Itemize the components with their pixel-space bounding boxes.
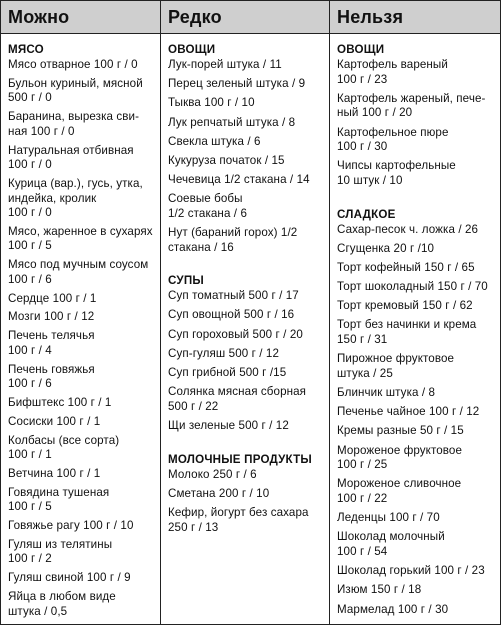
food-item [168,385,325,414]
food-item-line: 100 г / 4 [8,343,52,357]
food-item-line: Сердце 100 г / 1 [8,291,97,305]
food-item [337,318,496,347]
food-item [337,126,496,155]
food-item-line: 250 г / 13 [168,520,219,534]
food-item [8,396,156,411]
food-item-line: Мясо, жаренное в сухарях [8,224,153,238]
food-item-line: Картофель жареный, пече- [337,91,486,105]
food-item [337,386,496,401]
food-item-line: Колбасы (все сорта) [8,433,120,447]
food-item-line: Печенье чайное 100 г / 12 [337,405,480,419]
section-title: СЛАДКОЕ [337,207,396,221]
food-item [337,261,496,276]
food-item-line: Молоко 250 г / 6 [168,467,257,481]
food-item-line: стакана / 16 [168,240,234,254]
food-item [8,363,156,392]
food-item [168,366,325,381]
food-item-line: 100 г / 22 [337,491,388,505]
food-item [8,538,156,567]
food-item-line: Сгущенка 20 г /10 [337,241,435,255]
food-item [337,583,496,598]
header-allowed: Можно [8,7,70,27]
food-item [337,58,496,87]
food-item-line: 150 г / 31 [337,333,388,347]
food-item [168,226,325,255]
food-item-line: Картофель вареный [337,58,448,71]
food-item-line: Яйца в любом виде [8,589,116,603]
food-item-line: Гуляш свиной 100 г / 9 [8,571,131,585]
food-item-line: Курица (вар.), гусь, утка, [8,176,143,190]
food-item-line: Торт шоколадный 150 г / 70 [337,280,488,294]
food-item-line: Щи зеленые 500 г / 12 [168,419,289,432]
food-item [337,299,496,314]
food-item [8,77,156,106]
food-item-line: Мясо отварное 100 г / 0 [8,58,138,71]
food-item-line: Сахар-песок ч. ложка / 26 [337,222,479,236]
food-item [168,154,325,169]
food-item [8,571,156,586]
food-item-line: Говяжье рагу 100 г / 10 [8,519,134,533]
food-item-line: 100 г / 23 [337,72,388,86]
food-item [168,347,325,362]
food-item-line: Баранина, вырезка сви- [8,110,140,124]
food-item-line: 100 г / 54 [337,544,388,558]
food-item [337,92,496,121]
food-item [168,506,325,535]
food-item-line: ный 100 г / 20 [337,106,413,120]
food-item [337,511,496,526]
food-item-line: Изюм 150 г / 18 [337,583,422,597]
section-title: СУПЫ [168,274,204,288]
food-item-line: 10 штук / 10 [337,173,403,187]
food-item-line: Мясо под мучным соусом [8,258,149,272]
food-item-line: Суп-гуляш 500 г / 12 [168,346,279,360]
food-item-line: штука / 25 [337,366,393,380]
food-item-line: 100 г / 5 [8,239,52,253]
food-item [8,590,156,619]
food-item-line: 100 г / 25 [337,458,388,472]
food-item-line: Мармелад 100 г / 30 [337,602,449,616]
food-item-line: Соевые бобы [168,192,243,206]
food-item-line: Нут (бараний горох) 1/2 [168,226,298,240]
food-item [8,292,156,307]
food-item [8,110,156,139]
food-item [8,486,156,515]
food-item [168,192,325,221]
food-item [337,159,496,188]
food-item [168,308,325,323]
food-item [8,329,156,358]
food-item [168,173,325,188]
food-item [8,258,156,287]
section-title: ОВОЩИ [337,43,385,56]
food-item-line: Говядина тушеная [8,485,110,499]
food-item-line: индейка, кролик [8,191,97,205]
food-item-line: 100 г / 0 [8,158,52,172]
food-item-line: Торт кофейный 150 г / 65 [337,260,475,274]
food-item-line: ная 100 г / 0 [8,124,75,138]
food-item-line: Мороженое фруктовое [337,443,463,457]
section-title: ОВОЩИ [168,43,216,56]
food-item [8,434,156,463]
food-item [8,58,156,73]
column-forbidden [330,34,500,624]
food-item-line: Натуральная отбивная [8,143,134,157]
food-item-line: Бульон куриный, мясной [8,76,143,90]
food-item [337,352,496,381]
food-item [337,477,496,506]
food-item-line: штука / 0,5 [8,604,68,618]
food-item-line: Шоколад горький 100 г / 23 [337,564,485,578]
food-item-line: Перец зеленый штука / 9 [168,77,306,91]
food-item-line: Пирожное фруктовое [337,352,455,366]
food-item-line: Чипсы картофельные [337,159,456,173]
food-item-line: Суп гороховый 500 г / 20 [168,327,303,341]
food-item-line: 100 г / 0 [8,206,52,220]
food-item-line: 100 г / 5 [8,500,52,514]
food-item [168,419,325,434]
food-item [168,468,325,483]
food-item [168,289,325,304]
food-item-line: Лук-порей штука / 11 [168,58,282,71]
food-item-line: Кефир, йогурт без сахара [168,505,309,519]
food-item [337,242,496,257]
food-item-line: 100 г / 6 [8,272,52,286]
food-item-line: Тыква 100 г / 10 [168,96,255,110]
food-item-line: Суп томатный 500 г / 17 [168,289,299,303]
food-item-line: Ветчина 100 г / 1 [8,466,101,480]
food-item [168,58,325,73]
food-item-line: 100 г / 30 [337,140,388,154]
food-item-line: Блинчик штука / 8 [337,386,436,400]
food-item-line: 100 г / 6 [8,377,52,391]
food-item [168,135,325,150]
food-item [8,467,156,482]
food-item-line: Гуляш из телятины [8,537,113,551]
food-item [337,564,496,579]
food-item [168,77,325,92]
food-item-line: Суп овощной 500 г / 16 [168,308,295,322]
food-item-line: Свекла штука / 6 [168,134,261,148]
food-item-line: Мороженое сливочное [337,477,462,491]
food-item-line: Печень телячья [8,329,95,343]
food-item [8,225,156,254]
food-item-line: Кремы разные 50 г / 15 [337,424,464,438]
food-item-line: Кукуруза початок / 15 [168,153,285,167]
column-allowed [1,34,160,624]
food-item-line: Суп грибной 500 г /15 [168,366,287,380]
food-item [337,603,496,618]
food-item [337,424,496,439]
header-forbidden: Нельзя [337,7,404,27]
food-item [8,519,156,534]
food-item [8,310,156,325]
column-rarely [161,34,329,624]
food-item [337,280,496,295]
food-item-line: Леденцы 100 г / 70 [337,511,440,525]
food-item [168,487,325,502]
food-item [8,144,156,173]
food-item-line: 500 г / 22 [168,399,219,413]
header-rarely: Редко [168,7,222,27]
food-item [337,405,496,420]
food-item-line: Бифштекс 100 г / 1 [8,395,112,409]
section-title: МОЛОЧНЫЕ ПРОДУКТЫ [168,452,312,466]
food-item [337,223,496,238]
food-item [337,530,496,559]
food-item [168,116,325,131]
food-item-line: 100 г / 2 [8,552,52,566]
food-item [8,177,156,221]
section-title: МЯСО [8,43,44,56]
food-item-line: Торт без начинки и крема [337,318,477,332]
food-item-line: 1/2 стакана / 6 [168,206,247,220]
food-item-line: Лук репчатый штука / 8 [168,115,296,129]
food-item-line: Шоколад молочный [337,530,445,544]
food-item-line: 100 г / 1 [8,448,52,462]
food-item [168,328,325,343]
food-item-line: Печень говяжья [8,362,95,376]
food-item-line: Чечевица 1/2 стакана / 14 [168,173,310,187]
food-item-line: Сметана 200 г / 10 [168,486,270,500]
food-item-line: Мозги 100 г / 12 [8,310,95,324]
food-item [168,96,325,111]
food-item [8,415,156,430]
food-item-line: Сосиски 100 г / 1 [8,414,101,428]
table-header [1,1,500,34]
food-item-line: Солянка мясная сборная [168,385,307,399]
food-item-line: Картофельное пюре [337,125,449,139]
food-item-line: Торт кремовый 150 г / 62 [337,299,473,313]
food-item-line: 500 г / 0 [8,91,52,105]
food-item [337,444,496,473]
